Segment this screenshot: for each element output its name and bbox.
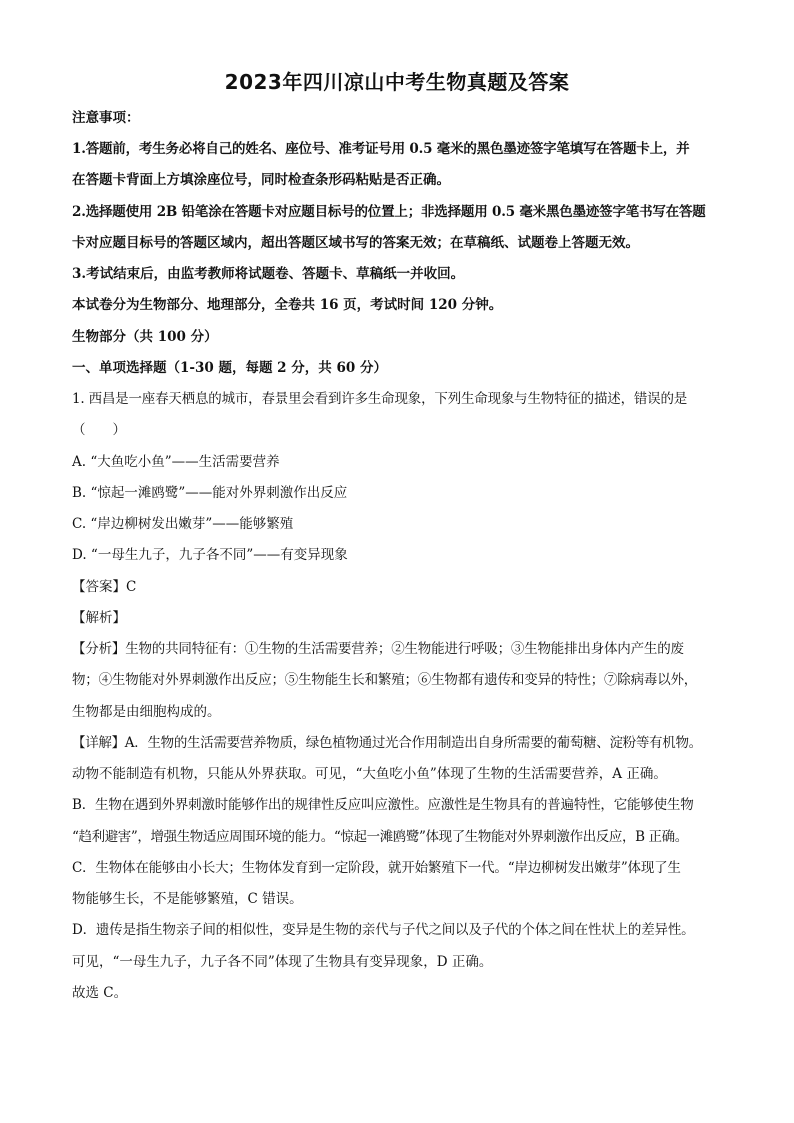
answer-label: 【答案】C [72,579,137,595]
notice-line: 1.答题前，考生务必将自己的姓名、座位号、准考证号用 0.5 毫米的黑色墨迹签字笔填写在答题卡上，并 [72,141,690,157]
notice-line: 在答题卡背面上方填涂座位号，同时检查条形码粘贴是否正确。 [72,172,450,188]
analysis-heading: 【解析】 [72,610,126,626]
notice-line: 3.考试结束后，由监考教师将试题卷、答题卡、草稿纸一并收回。 [72,266,465,282]
analysis-line: 【分析】生物的共同特征有：①生物的生活需要营养；②生物能进行呼吸；③生物能排出身体内产生的废 [72,641,684,657]
question-stem-blank: （ ） [72,422,126,438]
analysis-line: 物；④生物能对外界刺激作出反应；⑤生物能生长和繁殖；⑥生物都有遗传和变异的特性；⑦除病毒以外， [72,672,698,688]
section-heading-single-choice: 一、单项选择题（1-30 题，每题 2 分，共 60 分） [72,360,387,376]
option-c: C. “岸边柳树发出嫩芽”——能够繁殖 [72,516,294,532]
notice-line: 2.选择题使用 2B 铅笔涂在答题卡对应题目标号的位置上；非选择题用 0.5 毫米黑色墨迹签字笔书写在答题 [72,204,706,220]
detail-line: “趋利避害”，增强生物适应周围环境的能力。“惊起一滩鸥鹭”体现了生物能对外界刺激作出反应，B 正确。 [72,829,688,845]
section-heading-biology: 生物部分（共 100 分） [72,329,218,345]
analysis-line: 生物都是由细胞构成的。 [72,704,221,720]
conclusion-line: 故选 C。 [72,985,128,1001]
document-title: 2023年四川凉山中考生物真题及答案 [224,70,570,94]
detail-line: 物能够生长，不是能够繁殖，C 错误。 [72,891,303,907]
question-stem: 1. 西昌是一座春天栖息的城市，春景里会看到许多生命现象，下列生命现象与生物特征的描述，错误的是 [72,391,688,407]
notice-line: 卡对应题目标号的答题区域内，超出答题区域书写的答案无效；在草稿纸、试题卷上答题无效。 [72,235,639,251]
detail-line: 可见，“一母生九子，九子各不同”体现了生物具有变异现象，D 正确。 [72,954,493,970]
notice-heading: 注意事项： [72,110,140,126]
option-d: D. “一母生九子，九子各不同”——有变异现象 [72,547,348,563]
detail-line: D．遗传是指生物亲子间的相似性，变异是生物的亲代与子代之间以及子代的个体之间在性状上的差异性。 [72,922,695,938]
exam-info: 本试卷分为生物部分、地理部分，全卷共 16 页，考试时间 120 分钟。 [72,297,503,313]
detail-line: 【详解】A．生物的生活需要营养物质，绿色植物通过光合作用制造出自身所需要的葡萄糖、淀粉等有机物。 [72,735,702,751]
detail-line: C．生物体在能够由小长大；生物体发育到一定阶段，就开始繁殖下一代。“岸边柳树发出嫩芽”体现了生 [72,860,681,876]
detail-line: 动物不能制造有机物，只能从外界获取。可见，“大鱼吃小鱼”体现了生物的生活需要营养，A 正确。 [72,766,667,782]
option-a: A. “大鱼吃小鱼”——生活需要营养 [72,454,280,470]
detail-line: B．生物在遇到外界刺激时能够作出的规律性反应叫应激性。应激性是生物具有的普遍特性，它能够使生物 [72,797,694,813]
option-b: B. “惊起一滩鸥鹭”——能对外界刺激作出反应 [72,485,348,501]
